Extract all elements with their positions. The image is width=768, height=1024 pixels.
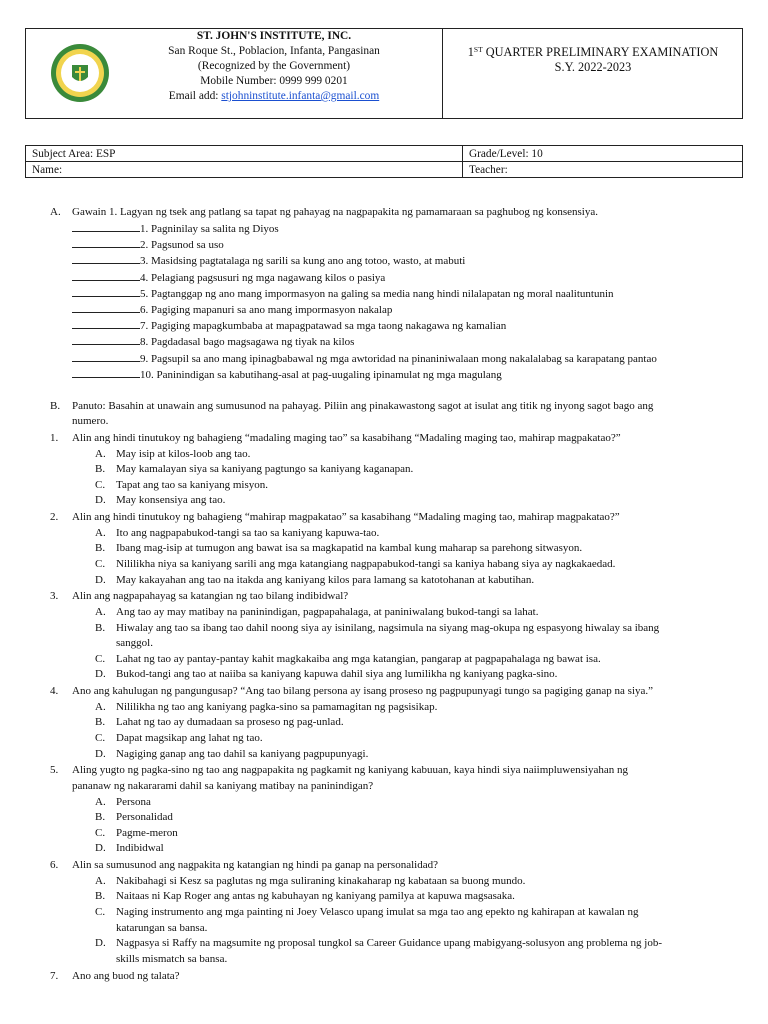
checklist-item-text: 4. Pelagiang pagsusuri ng mga nagawang kilos o pasiya (140, 271, 386, 284)
student-info-table (25, 145, 743, 178)
choice-letter: D. (95, 937, 106, 950)
choice-text: Tapat ang tao sa kaniyang misyon. (116, 478, 268, 491)
checklist-item-text: 2. Pagsunod sa uso (140, 239, 224, 252)
exam-title: QUARTER PRELIMINARY EXAMINATION (485, 45, 719, 59)
school-mobile: Mobile Number: 0999 999 0201 (200, 75, 348, 87)
choice-letter: C. (95, 732, 106, 744)
choice-letter: D. (95, 668, 106, 681)
question-number: 4. (50, 685, 59, 698)
choice-letter: D. (95, 573, 106, 586)
answer-blank[interactable] (72, 286, 140, 297)
answer-blank[interactable] (72, 318, 140, 329)
choice-text: Nililikha niya sa kaniyang sarili ang mga katangiang nagpapabukod-tangi sa kaniya habang siya ay nagkakaedad. (116, 558, 616, 570)
question-text: Aling yugto ng pagka-sino ng tao ang nagpapakita ng pagkamit ng kaniyang kabuuan, kaya hindi siya naiimpluwensiyahan ng (72, 764, 628, 777)
exam-title-line (442, 42, 744, 60)
choice-text: katarungan sa bansa. (116, 921, 208, 934)
choice-letter: B. (95, 890, 106, 903)
checklist-item-text: 7. Pagiging mapagkumbaba at mapagpatawad sa mga taong nakagawa ng kamalian (140, 320, 507, 333)
choice-text: Ibang mag-isip at tumugon ang bawat isa sa magkapatid na kambal kung maharap sa parehong sitwasyon. (116, 542, 583, 555)
checklist-item (72, 318, 506, 333)
choice-text: Pagme-meron (116, 826, 178, 839)
question-text: pananaw ng nakararami dahil sa kaniyang matibay na paninindigan? (72, 780, 374, 792)
choice-text: Ito ang nagpapabukod-tangi sa tao sa kaniyang kapuwa-tao. (116, 526, 380, 539)
question-number: 2. (50, 511, 59, 524)
checklist-item-text: 5. Pagtanggap ng ano mang impormasyon na galing sa media nang hindi nilalapatan ng moral naalituntunin (140, 287, 614, 300)
answer-blank[interactable] (72, 221, 140, 232)
choice-text: Persona (116, 795, 151, 808)
subject-cell: Subject Area: ESP (26, 146, 463, 162)
choice-text: May konsensiya ang tao. (116, 494, 226, 507)
question-number: 7. (50, 969, 59, 982)
question-number: 3. (50, 590, 59, 603)
checklist-item-text: 9. Pagsupil sa ano mang ipinagbabawal ng mga awtoridad na pinaniniwalaan mong nakalalabag sa karapatang pantao (140, 352, 657, 365)
checklist-item (72, 302, 392, 317)
email-link[interactable]: stjohninstitute.infanta@gmail.com (221, 90, 380, 102)
choice-text: Dapat magsikap ang lahat ng tao. (116, 732, 263, 744)
choice-letter: C. (95, 826, 106, 839)
question-text: Alin sa sumusunod ang nagpakita ng katangian ng hindi pa ganap na personalidad? (72, 859, 438, 872)
choice-text: Indibidwal (116, 842, 164, 855)
choice-letter: A. (95, 795, 106, 808)
school-recognition: (Recognized by the Government) (197, 60, 351, 72)
choice-letter: D. (95, 842, 106, 855)
checklist-item (72, 367, 502, 382)
part-a-instruction: Gawain 1. Lagyan ng tsek ang patlang sa tapat ng pahayag na nagpapakita ng pamamaraan sa paghubog ng konsensiya. (72, 206, 598, 218)
choice-text: skills mismatch sa bansa. (116, 952, 228, 965)
school-details (104, 29, 444, 104)
answer-blank[interactable] (72, 367, 140, 378)
checklist-item (72, 237, 224, 252)
name-field[interactable]: Name: (26, 162, 463, 178)
school-seal-logo (50, 43, 110, 103)
choice-text: Personalidad (116, 811, 173, 824)
answer-blank[interactable] (72, 253, 140, 264)
choice-text: Nagiging ganap ang tao dahil sa kaniyang pagpupunyagi. (116, 747, 369, 760)
choice-letter: B. (95, 463, 106, 476)
school-address: San Roque St., Poblacion, Infanta, Pangasinan (168, 45, 380, 57)
choice-letter: A. (95, 526, 106, 539)
choice-letter: C. (95, 906, 106, 918)
question-number: 1. (50, 432, 59, 444)
grade-cell: Grade/Level: 10 (463, 146, 743, 162)
choice-text: Nagpasya si Raffy na magsumite ng proposal tungkol sa Career Guidance upang mabigyang-solusyon ang problema ng job- (116, 937, 663, 950)
exam-ordinal: ST (473, 45, 483, 54)
choice-letter: A. (95, 447, 106, 460)
checklist-item-text: 1. Pagninilay sa salita ng Diyos (140, 223, 279, 235)
choice-text: Nakibahagi si Kesz sa paglutas ng mga suliraning kinakaharap ng kabataan sa buong mundo. (116, 874, 526, 887)
choice-letter: A. (95, 874, 106, 887)
choice-text: May kamalayan siya sa kaniyang pagtungo sa kaniyang kaganapan. (116, 463, 414, 476)
question-text: Ano ang kahulugan ng pangungusap? “Ang tao bilang persona ay isang proseso ng pagpupunyagi tungo sa pagiging ganap na siya.” (72, 685, 654, 698)
question-text: Alin ang nagpapahayag sa katangian ng tao bilang indibidwal? (72, 590, 349, 603)
choice-text: Hiwalay ang tao sa ibang tao dahil noong siya ay isinilang, nagsimula na siyang mag-okupa ng espasyong hiwalay sa ibang (116, 621, 660, 634)
checklist-item (72, 253, 465, 268)
part-b-instruction-cont: numero. (72, 415, 109, 427)
checklist-item-text: 8. Pagdadasal bago magsagawa ng tiyak na kilos (140, 336, 355, 349)
choice-text: Bukod-tangi ang tao at naiiba sa kaniyang kapuwa dahil siya ang lumilikha ng kaniyang pagka-sino. (116, 668, 558, 681)
question-number: 5. (50, 764, 59, 777)
school-name: ST. JOHN'S INSTITUTE, INC. (196, 30, 352, 42)
checklist-item-text: 3. Masidsing pagtatalaga ng sarili sa kung ano ang totoo, wasto, at mabuti (140, 255, 466, 268)
exam-info (442, 42, 744, 75)
checklist-item (72, 334, 354, 349)
question-number: 6. (50, 859, 59, 872)
checklist-item-text: 6. Pagiging mapanuri sa ano mang impormasyon nakalap (140, 304, 393, 316)
choice-letter: C. (95, 558, 106, 570)
answer-blank[interactable] (72, 334, 140, 345)
exam-number: 1 (467, 45, 474, 59)
choice-text: sanggol. (116, 637, 153, 650)
choice-letter: A. (95, 700, 106, 713)
choice-text: May kakayahan ang tao na itakda ang kaniyang kilos para lamang sa katotohanan at kabutihan. (116, 573, 535, 586)
choice-letter: B. (95, 811, 106, 824)
email-label: Email add: (168, 90, 219, 102)
answer-blank[interactable] (72, 351, 140, 362)
choice-text: Lahat ng tao ay pantay-pantay kahit magkakaiba ang mga katangian, pangarap at pagpapahalaga ng bawat isa. (116, 652, 601, 665)
answer-blank[interactable] (72, 302, 140, 313)
answer-blank[interactable] (72, 237, 140, 248)
school-year: S.Y. 2022-2023 (554, 60, 632, 74)
question-text: Alin ang hindi tinutukoy ng bahagieng “mahirap magpakatao” sa kasabihang “Madaling maging tao, mahirap magpakatao?” (72, 511, 620, 524)
choice-letter: B. (95, 621, 106, 634)
answer-blank[interactable] (72, 270, 140, 281)
part-a-letter: A. (50, 206, 61, 218)
checklist-item (72, 286, 614, 301)
checklist-item (72, 351, 657, 366)
checklist-item (72, 221, 279, 236)
choice-text: Naitaas ni Kap Roger ang antas ng kabuhayan ng kaniyang pamilya at kapuwa magsasaka. (116, 890, 515, 903)
choice-text: Nililikha ng tao ang kaniyang pagka-sino sa pamamagitan ng pagsisikap. (116, 700, 438, 713)
choice-text: May isip at kilos-loob ang tao. (116, 447, 251, 460)
choice-text: Lahat ng tao ay dumadaan sa proseso ng pag-unlad. (116, 716, 344, 729)
choice-letter: A. (95, 606, 106, 618)
choice-letter: C. (95, 652, 106, 665)
choice-letter: C. (95, 478, 106, 491)
teacher-field[interactable]: Teacher: (463, 162, 743, 178)
question-text: Ano ang buod ng talata? (72, 969, 180, 982)
choice-letter: D. (95, 494, 106, 507)
school-email-line (104, 89, 444, 104)
checklist-item-text: 10. Paninindigan sa kabutihang-asal at pag-uugaling ipinamulat ng mga magulang (140, 368, 502, 381)
question-text: Alin ang hindi tinutukoy ng bahagieng “madaling maging tao” sa kasabihang “Madaling maging tao, mahirap magpakatao?” (72, 432, 621, 444)
checklist-item (72, 270, 385, 285)
choice-letter: D. (95, 747, 106, 760)
choice-letter: B. (95, 542, 106, 555)
part-b-letter: B. (50, 400, 61, 412)
choice-text: Ang tao ay may matibay na paninindigan, pagpapahalaga, at paniniwalang bukod-tangi sa lahat. (116, 606, 539, 618)
choice-text: Naging instrumento ang mga painting ni Joey Velasco upang imulat sa mga tao ang epekto ng kahirapan at kawalan ng (116, 906, 639, 918)
choice-letter: B. (95, 716, 106, 729)
school-header (25, 28, 743, 119)
part-b-instruction: Panuto: Basahin at unawain ang sumusunod na pahayag. Piliin ang pinakawastong sagot at isulat ang titik ng inyong sagot bago ang (72, 400, 654, 412)
